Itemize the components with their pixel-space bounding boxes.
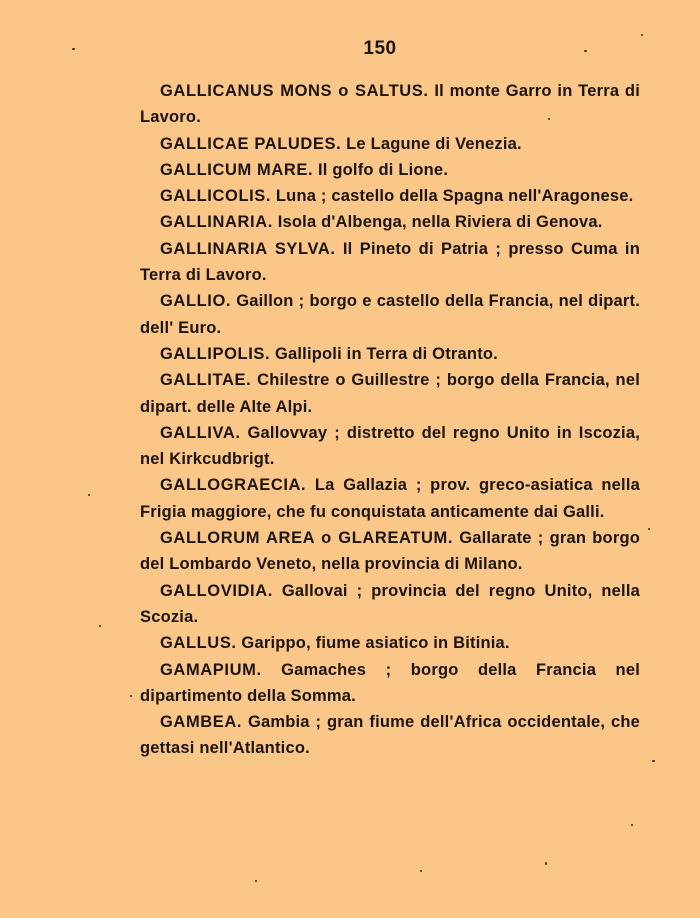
page-number: 150 — [363, 38, 397, 59]
entry-gallio — [140, 288, 640, 341]
entry-definition: Chilestre o Guillestre ; borgo della Francia, nel dipart. delle Alte Alpi. — [140, 371, 640, 416]
entry-gallicae-paludes — [140, 131, 640, 157]
entry-definition: Gallovvay ; distretto del regno Unito in Iscozia, nel Kirkcudbrigt. — [140, 423, 640, 469]
scan-speck — [255, 880, 257, 882]
entry-gallinaria — [140, 209, 640, 235]
entry-headword: GALLINARIA. — [160, 213, 273, 232]
entry-definition: Luna ; castello della Spagna nell'Aragonese. — [275, 187, 634, 206]
scan-speck — [641, 34, 643, 36]
entry-headword: GALLOGRAECIA. — [160, 476, 307, 495]
entry-headword: GAMAPIUM. — [160, 660, 262, 679]
entry-headword: GALLINARIA SYLVA. — [160, 239, 336, 258]
scan-speck — [88, 494, 90, 496]
entry-gallicanus — [140, 78, 640, 131]
entry-definition: Le Lagune di Venezia. — [346, 134, 522, 153]
entry-definition: La Gallazia ; prov. greco-asiatica nella Frigia maggiore, che fu conquistata anticamente dai Galli. — [140, 476, 640, 521]
entry-gamapium — [140, 657, 640, 710]
entry-galliva — [140, 420, 640, 473]
entry-gallipolis — [140, 341, 640, 367]
entry-headword: GALLIO. — [160, 292, 232, 311]
scan-speck — [99, 625, 101, 627]
entry-headword: GALLOVIDIA. — [160, 581, 273, 600]
entry-headword: GALLICANUS MONS o SALTUS. — [160, 82, 429, 100]
scan-speck — [652, 760, 655, 762]
scan-speck — [631, 824, 633, 826]
entry-definition: Gaillon ; borgo e castello della Francia, nel dipart. dell' Euro. — [140, 292, 640, 337]
entry-gallicolis — [140, 183, 640, 209]
entry-definition: Il golfo di Lione. — [318, 160, 449, 179]
entry-headword: GALLIVA. — [160, 423, 241, 442]
scan-speck — [584, 50, 587, 52]
entry-gambea — [140, 709, 640, 762]
entry-headword: GALLUS. — [160, 634, 237, 653]
scan-speck — [72, 48, 75, 50]
dictionary-entries — [140, 78, 640, 762]
entry-definition: Gambia ; gran fiume dell'Africa occidentale, che gettasi nell'Atlantico. — [140, 713, 640, 758]
entry-definition: Il monte Garro in Terra di Lavoro. — [140, 82, 640, 127]
entry-gallovidia — [140, 578, 640, 631]
entry-headword: GALLICUM MARE. — [160, 160, 314, 179]
entry-definition: Gallipoli in Terra di Otranto. — [274, 344, 498, 363]
entry-headword: GALLIPOLIS. — [160, 344, 271, 363]
entry-definition: Gamaches ; borgo della Francia nel dipartimento della Somma. — [140, 660, 640, 705]
entry-headword: GALLICAE PALUDES. — [160, 134, 342, 153]
entry-definition: Il Pineto di Patria ; presso Cuma in Terra di Lavoro. — [140, 239, 640, 285]
entry-gallograecia — [140, 472, 640, 525]
entry-gallicum-mare — [140, 157, 640, 183]
entry-gallitae — [140, 367, 640, 420]
entry-headword: GALLITAE. — [160, 371, 252, 390]
entry-gallinaria-sylva — [140, 236, 640, 289]
scan-speck — [545, 862, 547, 865]
entry-headword: GALLICOLIS. — [160, 187, 272, 206]
scan-speck — [648, 528, 650, 530]
entry-gallorum-area — [140, 525, 640, 578]
scan-speck — [130, 695, 132, 697]
entry-definition: Isola d'Albenga, nella Riviera di Genova. — [277, 213, 603, 232]
entry-definition: Garippo, fiume asiatico in Bitinia. — [241, 634, 510, 653]
entry-gallus — [140, 630, 640, 656]
entry-headword: GALLORUM AREA o GLAREATUM. — [160, 529, 454, 548]
entry-definition: Gallarate ; gran borgo del Lombardo Veneto, nella provincia di Milano. — [140, 529, 641, 574]
entry-headword: GAMBEA. — [160, 713, 243, 732]
entry-definition: Gallovai ; provincia del regno Unito, nella Scozia. — [140, 581, 640, 626]
scan-speck — [548, 118, 550, 120]
scan-speck — [420, 870, 422, 872]
